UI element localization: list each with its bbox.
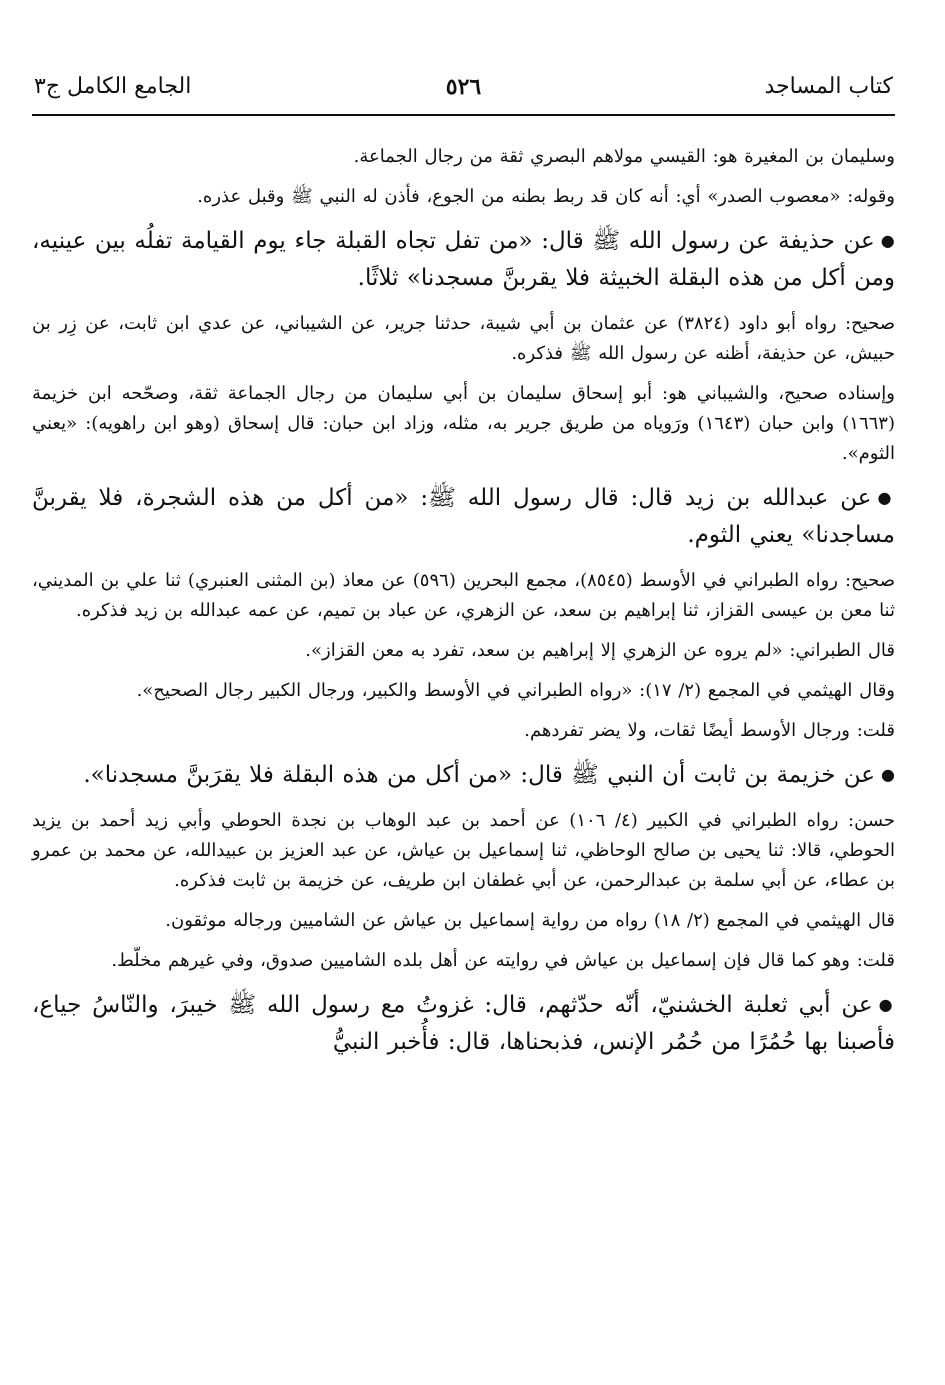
chapter-title: كتاب المساجد <box>764 74 893 99</box>
paragraph-text: وإسناده صحيح، والشيباني هو: أبو إسحاق سليمان بن أبي سليمان من رجال الجماعة ثقة، وصحّحه ابن خزيمة (١٦٦٣) وابن حبان (١٦٤٣) ورَوياه من طريق جرير به، مثله، وزاد ابن حبان: قال إسحاق (وهو ابن راهويه): «يعني الثوم». <box>32 383 895 464</box>
commentary-paragraph <box>32 636 895 666</box>
page-body <box>32 116 895 1061</box>
paragraph-text: قلت: ورجال الأوسط أيضًا ثقات، ولا يضر تفردهم. <box>524 720 895 741</box>
page-number: ٥٢٦ <box>445 74 482 100</box>
paragraph-text: وقوله: «معصوب الصدر» أي: أنه كان قد ربط بطنه من الجوع، فأذن له النبي ﷺ وقبل عذره. <box>197 186 895 207</box>
commentary-paragraph <box>32 676 895 706</box>
paragraph-text: وسليمان بن المغيرة هو: القيسي مولاهم البصري ثقة من رجال الجماعة. <box>353 146 895 167</box>
commentary-paragraph <box>32 182 895 212</box>
paragraph-text: قلت: وهو كما قال فإن إسماعيل بن عياش في روايته عن أهل بلده الشاميين صدوق، وفي غيرهم مخلّط. <box>111 950 895 971</box>
paragraph-text: عن خزيمة بن ثابت أن النبي ﷺ قال: «من أكل من هذه البقلة فلا يقرَبنَّ مسجدنا». <box>83 762 876 788</box>
bullet-icon: ● <box>881 765 895 784</box>
paragraph-text: عن حذيفة عن رسول الله ﷺ قال: «من تفل تجاه القبلة جاء يوم القيامة تفلُه بين عينيه، ومن أكل من هذه البقلة الخبيثة فلا يقربنَّ مسجدنا» ثلاثًا. <box>32 228 895 291</box>
commentary-paragraph <box>32 806 895 896</box>
commentary-paragraph <box>32 142 895 172</box>
bullet-icon: ● <box>880 231 895 250</box>
hadith-paragraph <box>32 479 895 554</box>
paragraph-text: حسن: رواه الطبراني في الكبير (٤/ ١٠٦) عن أحمد بن عبد الوهاب بن نجدة الحوطي وأبي زيد أحمد بن يزيد الحوطي، قالا: ثنا يحيى بن صالح الوحاظي، ثنا إسماعيل بن عياش، عن عبد العزيز بن عبيدالله، عن محمد بن عمرو بن عطاء، عن أبي سلمة بن عبدالرحمن، عن أبي غطفان ابن طريف، عن خزيمة بن ثابت فذكره. <box>32 810 895 891</box>
commentary-paragraph <box>32 379 895 469</box>
hadith-paragraph <box>32 756 895 794</box>
paragraph-text: صحيح: رواه أبو داود (٣٨٢٤) عن عثمان بن أبي شيبة، حدثنا جرير، عن الشيباني، عن عدي ابن ثابت، عن زِر بن حبيش، عن حذيفة، أظنه عن رسول الله ﷺ فذكره. <box>32 313 895 364</box>
hadith-paragraph <box>32 986 895 1061</box>
commentary-paragraph <box>32 566 895 626</box>
commentary-paragraph <box>32 946 895 976</box>
hadith-paragraph <box>32 222 895 297</box>
paragraph-text: عن أبي ثعلبة الخشنيّ، أنّه حدّثهم، قال: غزوتُ مع رسول الله ﷺ خيبرَ، والنّاسُ جياع، فأصبنا بها حُمُرًا من حُمُر الإنس، فذبحناها، قال: فأُخبر النبيُّ <box>32 992 895 1055</box>
commentary-paragraph <box>32 716 895 746</box>
paragraph-text: عن عبدالله بن زيد قال: قال رسول الله ﷺ: «من أكل من هذه الشجرة، فلا يقربنَّ مساجدنا» يعني الثوم. <box>32 485 895 548</box>
commentary-paragraph <box>32 906 895 936</box>
bullet-icon: ● <box>878 995 895 1014</box>
book-title: الجامع الكامل ج٣ <box>34 74 192 99</box>
paragraph-text: قال الطبراني: «لم يروه عن الزهري إلا إبراهيم بن سعد، تفرد به معن القزاز». <box>305 640 895 661</box>
paragraph-text: وقال الهيثمي في المجمع (٢/ ١٧): «رواه الطبراني في الأوسط والكبير، ورجال الكبير رجال الصحيح». <box>136 680 895 701</box>
page-header <box>32 0 895 116</box>
paragraph-text: قال الهيثمي في المجمع (٢/ ١٨) رواه من رواية إسماعيل بن عياش عن الشاميين ورجاله موثقون. <box>165 910 895 931</box>
commentary-paragraph <box>32 309 895 369</box>
paragraph-text: صحيح: رواه الطبراني في الأوسط (٨٥٤٥)، مجمع البحرين (٥٩٦) عن معاذ (بن المثنى العنبري) ثنا علي بن المديني، ثنا معن بن عيسى القزاز، ثنا إبراهيم بن سعد، عن الزهري، عن عباد بن تميم، عن عمه عبدالله بن زيد فذكره. <box>32 570 896 621</box>
bullet-icon: ● <box>877 488 895 507</box>
